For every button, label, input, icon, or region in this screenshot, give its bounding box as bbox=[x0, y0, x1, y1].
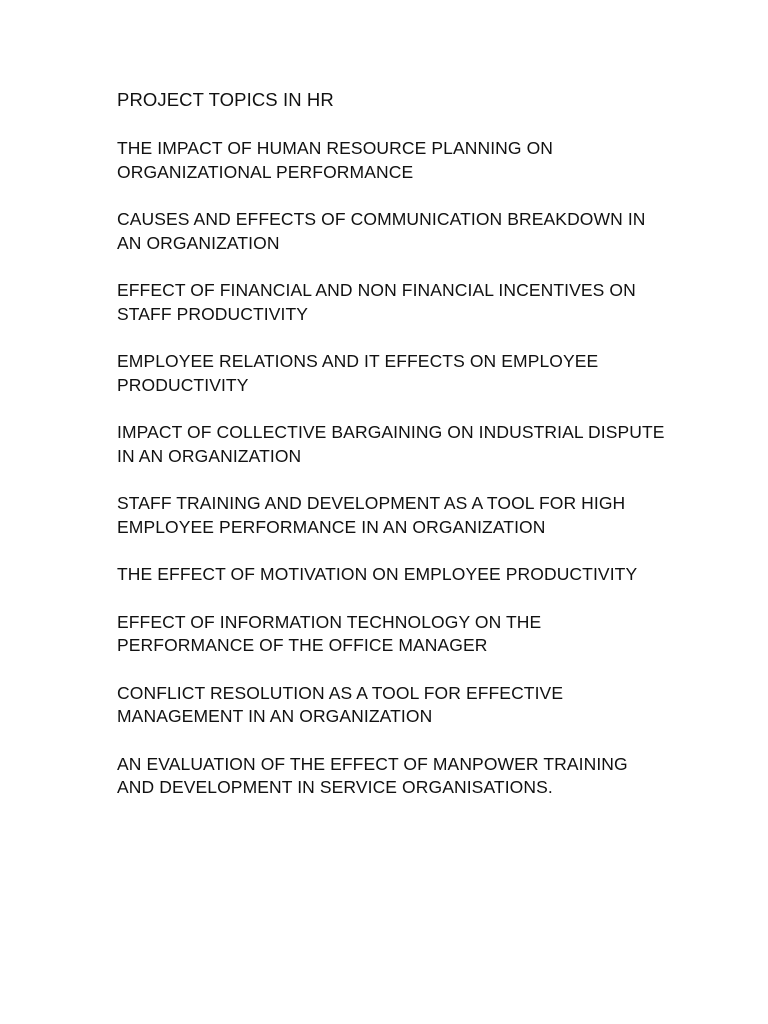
topic-line: CAUSES AND EFFECTS OF COMMUNICATION BREAKDOWN IN bbox=[117, 209, 646, 229]
topic-line: CONFLICT RESOLUTION AS A TOOL FOR EFFECTIVE bbox=[117, 682, 564, 703]
topic-line: MANAGEMENT IN AN ORGANIZATION bbox=[117, 706, 433, 726]
document-content bbox=[117, 88, 677, 824]
topic-line: EMPLOYEE RELATIONS AND IT EFFECTS ON EMPLOYEE bbox=[117, 351, 599, 371]
topic-line: STAFF PRODUCTIVITY bbox=[117, 303, 309, 324]
topic-line: THE EFFECT OF MOTIVATION ON EMPLOYEE PRODUCTIVITY bbox=[117, 564, 638, 584]
topic-list bbox=[117, 137, 677, 800]
document-title: PROJECT TOPICS IN HR bbox=[117, 89, 334, 110]
topic-line: IN AN ORGANIZATION bbox=[117, 445, 302, 466]
topic-item bbox=[117, 492, 677, 539]
topic-item bbox=[117, 682, 677, 729]
topic-line: EFFECT OF INFORMATION TECHNOLOGY ON THE bbox=[117, 611, 542, 632]
topic-line: PERFORMANCE OF THE OFFICE MANAGER bbox=[117, 635, 488, 655]
topic-line: STAFF TRAINING AND DEVELOPMENT AS A TOOL FOR HIGH bbox=[117, 493, 626, 513]
topic-item bbox=[117, 611, 677, 658]
topic-line: THE IMPACT OF HUMAN RESOURCE PLANNING ON bbox=[117, 138, 554, 158]
topic-item bbox=[117, 279, 677, 326]
topic-line: IMPACT OF COLLECTIVE BARGAINING ON INDUSTRIAL DISPUTE bbox=[117, 422, 665, 442]
topic-line: ORGANIZATIONAL PERFORMANCE bbox=[117, 161, 414, 182]
topic-item bbox=[117, 350, 677, 397]
topic-item bbox=[117, 208, 677, 255]
topic-item bbox=[117, 137, 677, 184]
topic-item bbox=[117, 753, 677, 800]
topic-item bbox=[117, 563, 677, 587]
topic-line: EFFECT OF FINANCIAL AND NON FINANCIAL INCENTIVES ON bbox=[117, 280, 636, 300]
topic-line: AN ORGANIZATION bbox=[117, 232, 280, 253]
topic-line: AND DEVELOPMENT IN SERVICE ORGANISATIONS. bbox=[117, 777, 553, 797]
topic-item bbox=[117, 421, 677, 468]
topic-line: PRODUCTIVITY bbox=[117, 374, 249, 395]
topic-line: AN EVALUATION OF THE EFFECT OF MANPOWER TRAINING bbox=[117, 753, 628, 774]
topic-line: EMPLOYEE PERFORMANCE IN AN ORGANIZATION bbox=[117, 516, 546, 537]
